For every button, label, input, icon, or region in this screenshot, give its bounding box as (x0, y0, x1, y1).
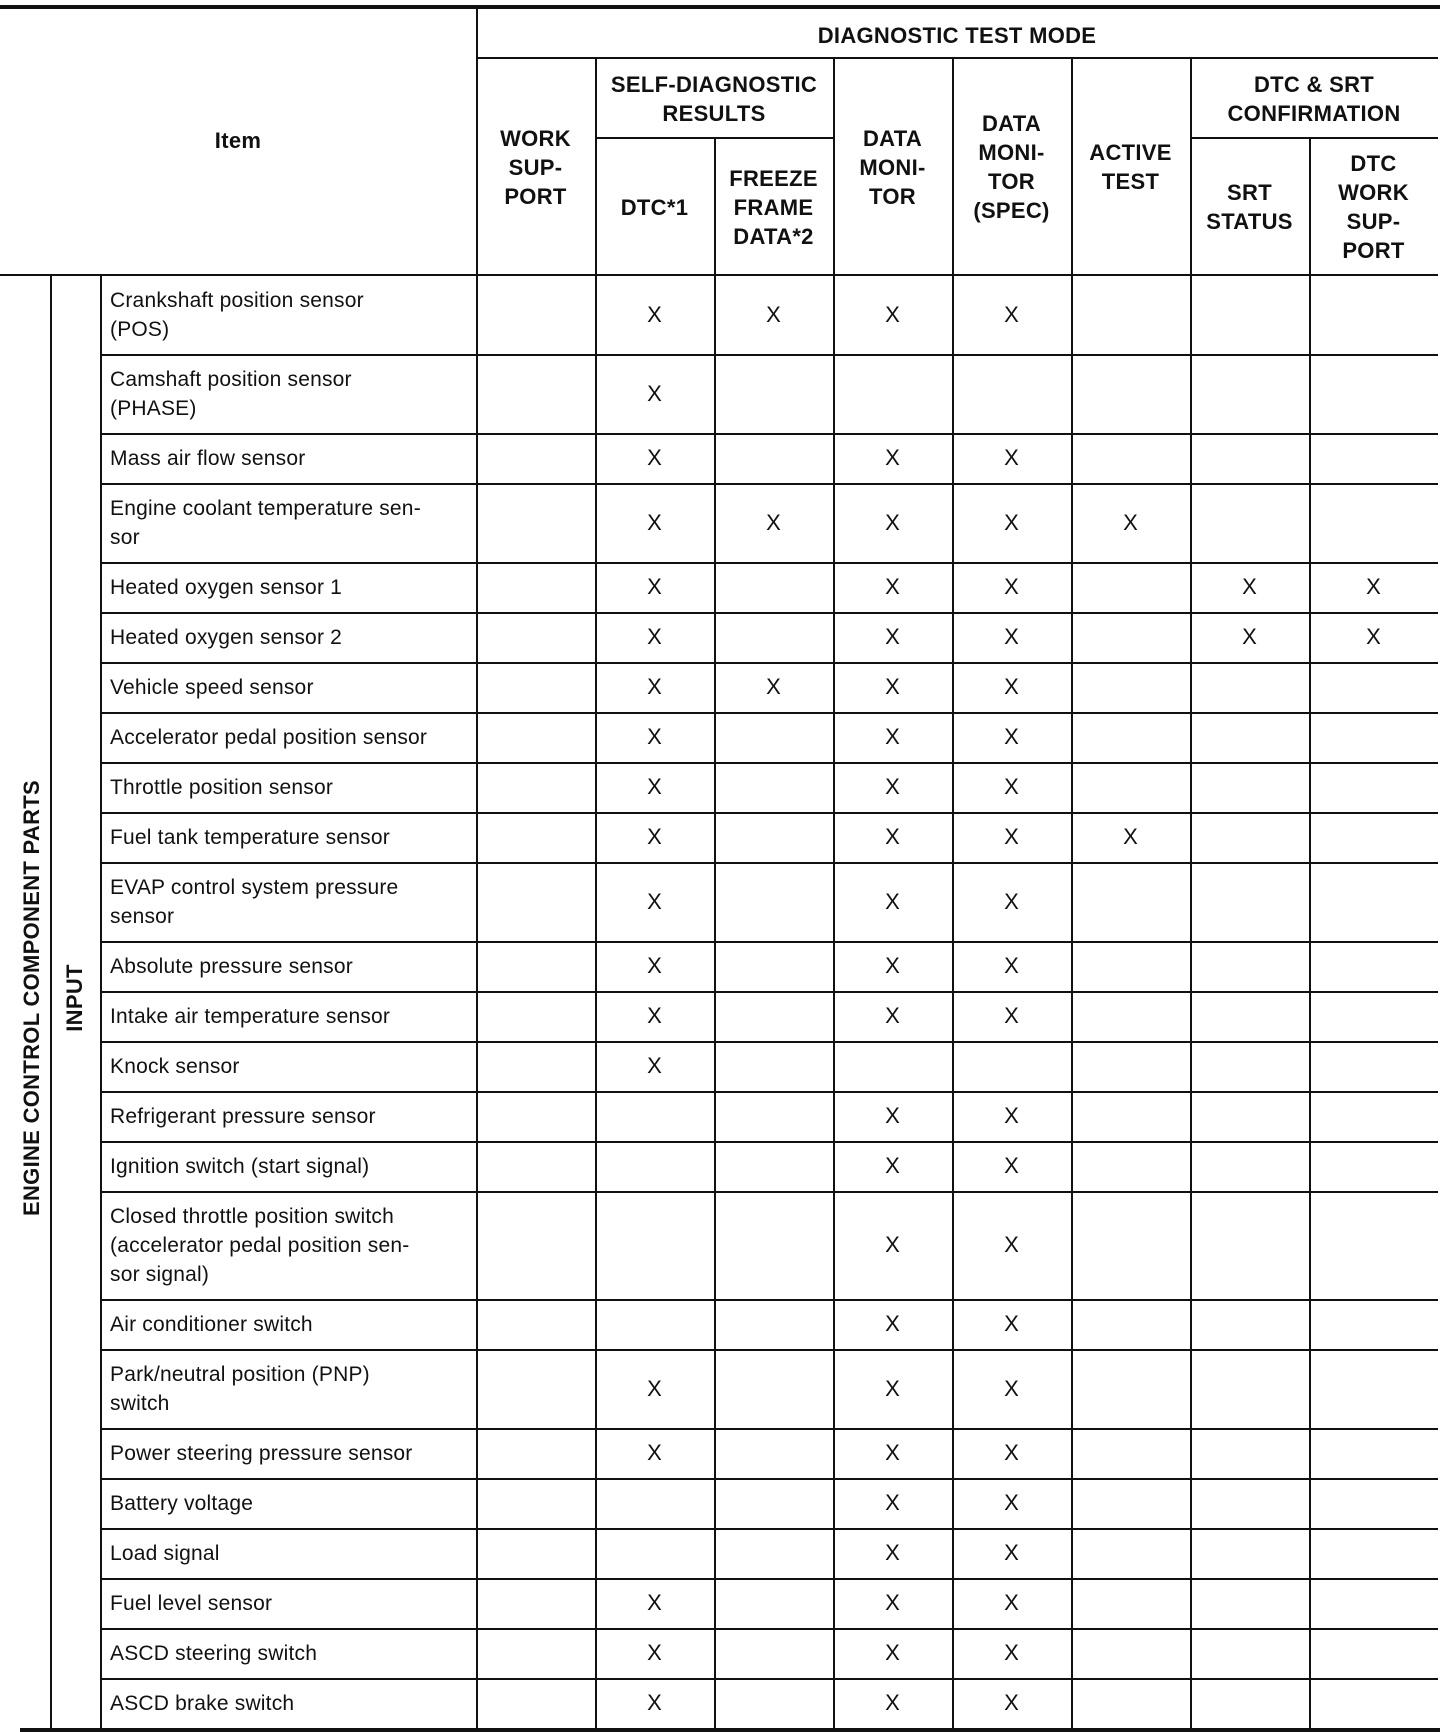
row-item-label: Camshaft position sensor (PHASE) (110, 367, 352, 420)
item-left-border (100, 275, 102, 1728)
row-item-label: Engine coolant temperature sen- sor (110, 496, 421, 549)
check-mark-srt-status: X (1242, 624, 1257, 649)
check-mark-dtc: X (647, 1053, 662, 1078)
column-divider (833, 57, 835, 1728)
check-mark-dtc: X (647, 1003, 662, 1028)
check-mark-dtc: X (647, 624, 662, 649)
check-mark-dtc: X (647, 724, 662, 749)
row-divider (100, 1191, 1438, 1193)
check-mark-data-monitor-spec: X (1004, 509, 1019, 535)
row-item-label: Accelerator pedal position sensor (110, 725, 428, 749)
row-divider (100, 483, 1438, 485)
check-mark-data-monitor-spec: X (1004, 1490, 1019, 1515)
diagnostic-test-mode-header: DIAGNOSTIC TEST MODE (817, 23, 1097, 48)
row-item-label: Closed throttle position switch (accelerator pedal position sen- sor signal) (110, 1204, 410, 1286)
row-divider (100, 1041, 1438, 1043)
row-item-label: Throttle position sensor (110, 775, 334, 799)
check-mark-active-test: X (1123, 509, 1138, 535)
row-item-label: Heated oxygen sensor 2 (110, 625, 343, 649)
row-divider (100, 1349, 1438, 1351)
check-mark-dtc-work-support: X (1366, 574, 1381, 599)
row-item-label: ASCD brake switch (110, 1691, 295, 1715)
check-mark-data-monitor: X (885, 1375, 900, 1401)
row-divider (100, 941, 1438, 943)
check-mark-dtc: X (647, 1640, 662, 1665)
row-divider (100, 433, 1438, 435)
check-mark-data-monitor: X (885, 1153, 900, 1178)
row-divider (100, 612, 1438, 614)
check-mark-dtc: X (647, 888, 662, 914)
check-mark-data-monitor-spec: X (1004, 1003, 1019, 1028)
dtc-srt-confirmation-header: DTC & SRT CONFIRMATION (1227, 72, 1401, 126)
row-item-label: Ignition switch (start signal) (110, 1154, 370, 1178)
check-mark-dtc: X (647, 824, 662, 849)
row-item-label: Intake air temperature sensor (110, 1004, 391, 1028)
check-mark-data-monitor: X (885, 1103, 900, 1128)
check-mark-freeze: X (766, 674, 781, 699)
check-mark-data-monitor-spec: X (1004, 1153, 1019, 1178)
check-mark-dtc: X (647, 445, 662, 470)
row-divider (100, 1678, 1438, 1680)
check-mark-data-monitor-spec: X (1004, 301, 1019, 327)
check-mark-data-monitor: X (885, 724, 900, 749)
row-item-label: ASCD steering switch (110, 1641, 318, 1665)
row-item-label: Mass air flow sensor (110, 446, 306, 470)
check-mark-dtc: X (647, 674, 662, 699)
row-divider (100, 562, 1438, 564)
check-mark-data-monitor: X (885, 1003, 900, 1028)
active-test-header: ACTIVE TEST (1089, 140, 1172, 194)
row-divider (100, 762, 1438, 764)
row-divider (100, 1428, 1438, 1430)
row-divider (100, 354, 1438, 356)
group-header-divider (476, 57, 1438, 59)
check-mark-data-monitor-spec: X (1004, 1311, 1019, 1336)
check-mark-data-monitor: X (885, 1640, 900, 1665)
check-mark-dtc: X (647, 380, 662, 406)
row-item-label: Fuel level sensor (110, 1591, 273, 1615)
check-mark-freeze: X (766, 509, 781, 535)
row-item-label: Crankshaft position sensor (POS) (110, 288, 364, 341)
check-mark-data-monitor: X (885, 1540, 900, 1565)
check-mark-data-monitor: X (885, 301, 900, 327)
row-item-label: Knock sensor (110, 1054, 240, 1078)
check-mark-data-monitor-spec: X (1004, 1590, 1019, 1615)
row-divider (100, 662, 1438, 664)
check-mark-data-monitor-spec: X (1004, 888, 1019, 914)
engine-control-component-parts-label: ENGINE CONTROL COMPONENT PARTS (19, 780, 44, 1216)
dtc-work-support-header: DTC WORK SUP- PORT (1338, 151, 1409, 263)
check-mark-data-monitor-spec: X (1004, 1375, 1019, 1401)
column-divider (714, 137, 716, 1728)
check-mark-data-monitor-spec: X (1004, 1690, 1019, 1715)
check-mark-dtc: X (647, 1440, 662, 1465)
check-mark-data-monitor: X (885, 774, 900, 799)
check-mark-data-monitor: X (885, 674, 900, 699)
check-mark-data-monitor-spec: X (1004, 1103, 1019, 1128)
check-mark-data-monitor: X (885, 1311, 900, 1336)
row-item-label: Absolute pressure sensor (110, 954, 353, 978)
row-item-label: Power steering pressure sensor (110, 1441, 413, 1465)
self-diagnostic-results-header: SELF-DIAGNOSTIC RESULTS (610, 72, 818, 126)
row-divider (100, 1478, 1438, 1480)
check-mark-dtc: X (647, 1375, 662, 1401)
column-divider (952, 57, 954, 1728)
column-divider (1309, 137, 1311, 1728)
check-mark-data-monitor-spec: X (1004, 724, 1019, 749)
table-top-border (0, 5, 1440, 9)
check-mark-dtc: X (647, 509, 662, 535)
header-bottom-border (0, 274, 1438, 276)
column-divider (1071, 57, 1073, 1728)
row-divider (100, 1578, 1438, 1580)
side-divider (50, 275, 52, 1728)
check-mark-data-monitor: X (885, 824, 900, 849)
check-mark-active-test: X (1123, 824, 1138, 849)
check-mark-data-monitor-spec: X (1004, 1640, 1019, 1665)
check-mark-data-monitor-spec: X (1004, 953, 1019, 978)
row-item-label: Heated oxygen sensor 1 (110, 575, 343, 599)
input-label: INPUT (62, 964, 87, 1032)
column-divider (595, 57, 597, 1728)
item-right-border (476, 5, 478, 1728)
check-mark-data-monitor-spec: X (1004, 674, 1019, 699)
work-support-header: WORK SUP- PORT (500, 125, 571, 209)
check-mark-data-monitor-spec: X (1004, 1540, 1019, 1565)
srt-status-header: SRT STATUS (1206, 180, 1293, 234)
check-mark-data-monitor-spec: X (1004, 624, 1019, 649)
row-divider (100, 1141, 1438, 1143)
check-mark-srt-status: X (1242, 574, 1257, 599)
check-mark-data-monitor: X (885, 574, 900, 599)
row-divider (100, 712, 1438, 714)
check-mark-data-monitor: X (885, 624, 900, 649)
row-divider (100, 862, 1438, 864)
row-item-label: Load signal (110, 1541, 220, 1565)
row-item-label: Refrigerant pressure sensor (110, 1104, 376, 1128)
dtc-header: DTC*1 (620, 194, 689, 220)
row-item-label: Fuel tank temperature sensor (110, 825, 390, 849)
check-mark-freeze: X (766, 301, 781, 327)
check-mark-data-monitor-spec: X (1004, 445, 1019, 470)
dtc-srt-divider (1190, 137, 1438, 139)
check-mark-data-monitor: X (885, 509, 900, 535)
check-mark-dtc: X (647, 1690, 662, 1715)
check-mark-data-monitor: X (885, 1232, 900, 1257)
check-mark-data-monitor-spec: X (1004, 574, 1019, 599)
row-divider (100, 1628, 1438, 1630)
column-divider (1190, 57, 1192, 1728)
check-mark-data-monitor-spec: X (1004, 824, 1019, 849)
freeze-frame-data-header: FREEZE FRAME DATA*2 (729, 165, 818, 249)
row-item-label: EVAP control system pressure sensor (110, 875, 399, 928)
check-mark-data-monitor-spec: X (1004, 774, 1019, 799)
row-divider (100, 991, 1438, 993)
table-bottom-border (20, 1728, 1440, 1732)
data-monitor-spec-header: DATA MONI- TOR (SPEC) (973, 111, 1050, 223)
row-item-label: Battery voltage (110, 1491, 254, 1515)
check-mark-data-monitor: X (885, 953, 900, 978)
check-mark-data-monitor-spec: X (1004, 1232, 1019, 1257)
row-item-label: Vehicle speed sensor (110, 675, 314, 699)
check-mark-data-monitor-spec: X (1004, 1440, 1019, 1465)
check-mark-data-monitor: X (885, 1490, 900, 1515)
check-mark-data-monitor: X (885, 1690, 900, 1715)
check-mark-dtc: X (647, 953, 662, 978)
check-mark-dtc: X (647, 774, 662, 799)
row-item-label: Park/neutral position (PNP) switch (110, 1362, 370, 1415)
row-divider (100, 1299, 1438, 1301)
check-mark-dtc: X (647, 1590, 662, 1615)
check-mark-dtc: X (647, 301, 662, 327)
check-mark-data-monitor: X (885, 445, 900, 470)
row-divider (100, 1091, 1438, 1093)
check-mark-data-monitor: X (885, 1590, 900, 1615)
check-mark-dtc-work-support: X (1366, 624, 1381, 649)
row-divider (100, 812, 1438, 814)
check-mark-data-monitor: X (885, 1440, 900, 1465)
check-mark-dtc: X (647, 574, 662, 599)
row-divider (100, 1528, 1438, 1530)
row-item-label: Air conditioner switch (110, 1312, 313, 1336)
item-header: Item (214, 128, 262, 153)
check-mark-data-monitor: X (885, 888, 900, 914)
data-monitor-header: DATA MONI- TOR (859, 125, 926, 209)
